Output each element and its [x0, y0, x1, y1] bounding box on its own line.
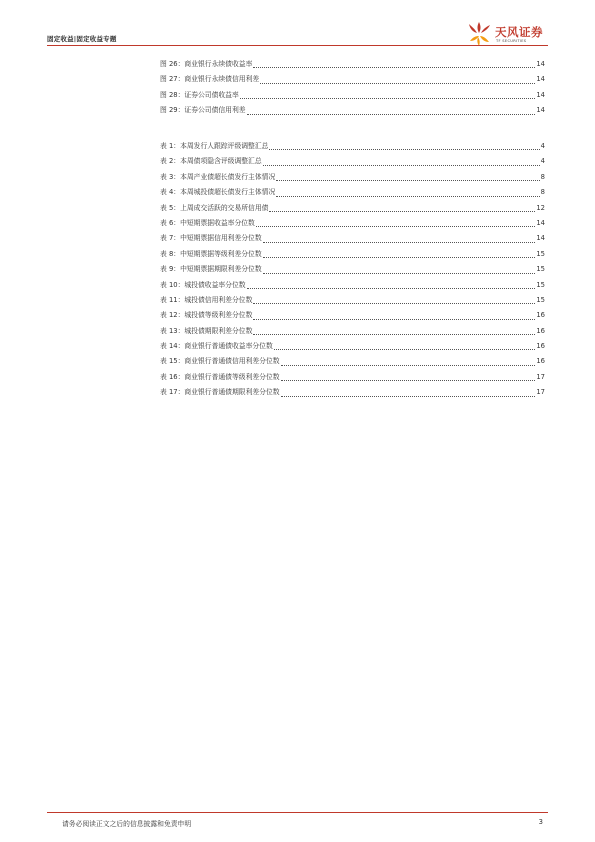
toc-entry-label: 表 5：上周成交活跃的交易所信用债 [160, 203, 269, 212]
logo-name: 天风证券 [495, 25, 543, 39]
toc-entry-label: 表 10：城投债收益率分位数 [160, 280, 246, 289]
toc-entry-label: 表 8：中短期票据等级利差分位数 [160, 249, 262, 258]
toc-leader-dots [263, 256, 536, 258]
toc-entry[interactable] [160, 139, 545, 154]
toc-entry-label: 表 6：中短期票据收益率分位数 [160, 218, 255, 227]
toc-entry-page: 14 [536, 106, 545, 115]
toc-entry[interactable] [160, 354, 545, 369]
toc-entry-label: 图 26：商业银行永续债收益率 [160, 59, 253, 68]
toc-leader-dots [253, 333, 535, 335]
toc-leader-dots [281, 364, 536, 366]
toc-entry-page: 15 [536, 249, 545, 258]
toc-entry[interactable] [160, 72, 545, 87]
toc-leader-dots [260, 82, 535, 84]
toc-entry-page: 15 [536, 280, 545, 289]
toc-leader-dots [247, 287, 536, 289]
toc-entry[interactable] [160, 370, 545, 385]
toc-entry-label: 表 7：中短期票据信用利差分位数 [160, 234, 262, 243]
toc-entry[interactable] [160, 324, 545, 339]
toc-leader-dots [274, 348, 536, 350]
toc-entry-page: 14 [536, 75, 545, 84]
toc-leader-dots [263, 164, 540, 166]
toc-entry-label: 表 17：商业银行普通债期限利差分位数 [160, 388, 280, 397]
toc-entry-label: 表 1：本周发行人跟踪评级调整汇总 [160, 141, 269, 150]
toc-entry-label: 表 16：商业银行普通债等级利差分位数 [160, 372, 280, 381]
toc-entry[interactable] [160, 262, 545, 277]
toc-leader-dots [281, 379, 536, 381]
header-section-label: 固定收益|固定收益专题 [47, 35, 117, 43]
toc-entry[interactable] [160, 103, 545, 118]
toc-entry-label: 表 13：城投债期限利差分位数 [160, 326, 253, 335]
page-number: 3 [538, 818, 543, 826]
toc-entry-label: 表 4：本周城投债超长债发行主体情况 [160, 188, 276, 197]
toc-leader-dots [269, 210, 535, 212]
toc-entry-page: 14 [536, 59, 545, 68]
toc-entry-label: 表 2：本周债项隐含评级调整汇总 [160, 157, 262, 166]
toc-entry-page: 15 [536, 265, 545, 274]
toc-entry[interactable] [160, 247, 545, 262]
toc-entry-label: 表 15：商业银行普通债信用利差分位数 [160, 357, 280, 366]
toc-leader-dots [240, 97, 536, 99]
toc-entry[interactable] [160, 293, 545, 308]
toc-entry[interactable] [160, 231, 545, 246]
toc-entry-page: 12 [536, 203, 545, 212]
toc-entry[interactable] [160, 216, 545, 231]
toc-entry-page: 16 [536, 326, 545, 335]
toc-entry[interactable] [160, 185, 545, 200]
toc-entry[interactable] [160, 278, 545, 293]
toc-entry-label: 图 27：商业银行永续债信用利差 [160, 75, 260, 84]
header-divider [47, 45, 548, 46]
toc-leader-dots [281, 395, 536, 397]
toc-entry-page: 16 [536, 357, 545, 366]
toc-tables-list [160, 139, 545, 401]
logo-subtitle: TF SECURITIES [496, 39, 527, 43]
toc-entry-page: 14 [536, 234, 545, 243]
toc-entry-page: 8 [540, 172, 545, 181]
toc-entry-page: 17 [536, 372, 545, 381]
toc-leader-dots [253, 302, 535, 304]
toc-entry-label: 表 12：城投债等级利差分位数 [160, 311, 253, 320]
toc-leader-dots [276, 179, 539, 181]
toc-entry-label: 表 11：城投债信用利差分位数 [160, 295, 253, 304]
toc-entry-page: 16 [536, 342, 545, 351]
toc-entry-page: 16 [536, 311, 545, 320]
toc-entry-page: 14 [536, 90, 545, 99]
toc-leader-dots [253, 318, 535, 320]
toc-entry-page: 8 [540, 188, 545, 197]
logo-mark-icon [465, 21, 493, 47]
toc-entry[interactable] [160, 339, 545, 354]
toc-entry-page: 14 [536, 218, 545, 227]
toc-entry-page: 4 [540, 157, 545, 166]
toc-entry-label: 表 9：中短期票据期限利差分位数 [160, 265, 262, 274]
toc-leader-dots [263, 272, 536, 274]
footer-divider [47, 812, 548, 813]
footer-disclaimer: 请务必阅读正文之后的信息披露和免责申明 [62, 820, 192, 828]
toc-entry-page: 15 [536, 295, 545, 304]
toc-entry-label: 图 29：证券公司债信用利差 [160, 106, 246, 115]
toc-entry-label: 表 14：商业银行普通债收益率分位数 [160, 342, 273, 351]
toc-entry[interactable] [160, 57, 545, 72]
toc-entry[interactable] [160, 385, 545, 400]
toc-entry-page: 17 [536, 388, 545, 397]
toc-entry[interactable] [160, 154, 545, 169]
toc-entry-label: 图 28：证券公司债收益率 [160, 90, 239, 99]
toc-leader-dots [253, 66, 535, 68]
toc-leader-dots [256, 225, 535, 227]
toc-entry[interactable] [160, 88, 545, 103]
toc-leader-dots [263, 241, 536, 243]
company-logo [465, 21, 555, 47]
toc-entry[interactable] [160, 308, 545, 323]
toc-entry[interactable] [160, 201, 545, 216]
toc-figures-list [160, 57, 545, 119]
toc-entry-label: 表 3：本周产业债超长债发行主体情况 [160, 172, 276, 181]
toc-leader-dots [247, 113, 536, 115]
toc-entry-page: 4 [540, 141, 545, 150]
toc-leader-dots [276, 195, 539, 197]
toc-leader-dots [269, 148, 539, 150]
toc-entry[interactable] [160, 170, 545, 185]
